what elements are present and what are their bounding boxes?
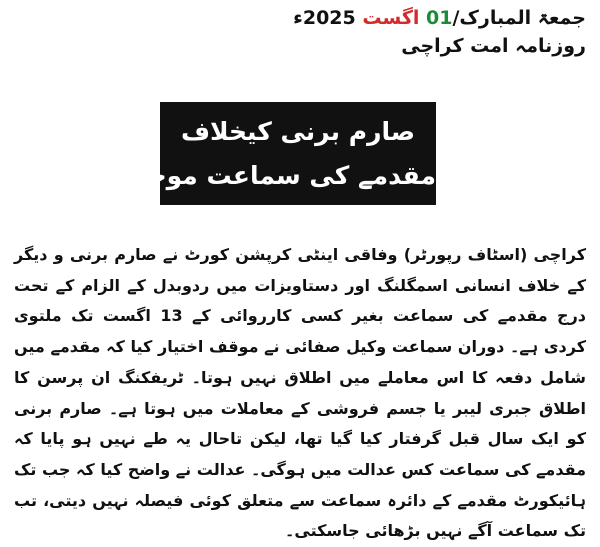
dateline-separator: / bbox=[452, 7, 460, 29]
publication-name: روزنامہ امت کراچی bbox=[401, 35, 586, 57]
headline-box bbox=[133, 102, 436, 205]
dateline-year: 2025ء bbox=[293, 7, 356, 29]
article-body: کراچی (اسٹاف رپورٹر) وفاقی اینٹی کرپشن کورٹ نے صارم برنی و دیگر کے خلاف انسانی اسمگلنگ اور دستاویزات میں ردوبدل کے الزام کے تحت درج مقدمے کی سماعت بغیر کسی کارروائی کے 13 اگست تک ملتوی کردی ہے۔ دوران سماعت وکیل صفائی نے موقف اختیار کیا کہ مقدمے میں شامل دفعہ کا اس معاملے میں اطلاق نہیں ہوتا۔ ٹریفکنگ ان پرسن کا اطلاق جبری لیبر یا جسم فروشی کے معاملات میں ہوتا ہے۔ صارم برنی کو ایک سال قبل گرفتار کیا گیا تھا، لیکن تاحال یہ طے نہیں ہو پایا کہ مقدمے کی سماعت کس عدالت میں ہوگی۔ عدالت نے واضح کیا کہ جب تک ہائیکورٹ مقدمے کے دائرہ سماعت سے متعلق کوئی فیصلہ نہیں دیتی، تب تک سماعت آگے نہیں بڑھائی جاسکتی۔ bbox=[14, 245, 587, 541]
headline-line-1: صارم برنی کیخلاف bbox=[180, 116, 416, 146]
dateline-day: 01 bbox=[426, 7, 453, 29]
dateline-month: اگست bbox=[362, 7, 420, 29]
dateline-weekday: جمعۃ المبارک bbox=[459, 7, 586, 29]
dateline bbox=[293, 6, 586, 30]
headline-line-2: مقدمے کی سماعت موخر bbox=[133, 160, 436, 190]
